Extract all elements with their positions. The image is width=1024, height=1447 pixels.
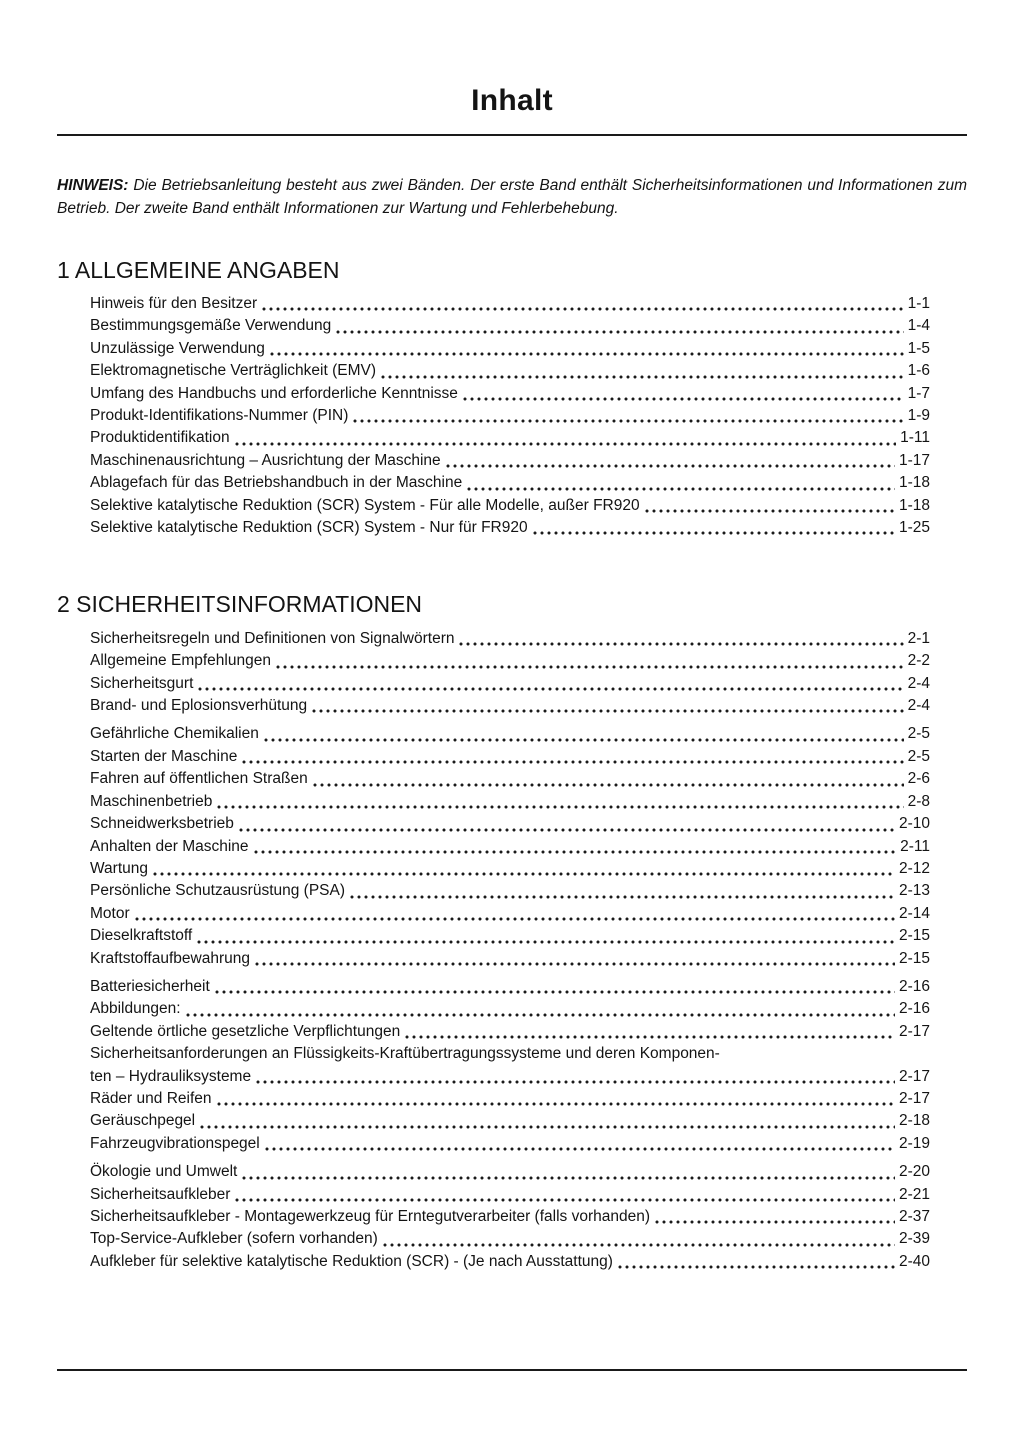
toc-entry [90,293,930,315]
toc-entry [90,1110,930,1132]
leader-dots [459,641,903,647]
toc-entry [90,383,930,405]
toc-entry-label: Elektromagnetische Verträglichkeit (EMV) [90,362,377,380]
toc-entry-label: Wartung [90,859,149,877]
toc-entry [90,1088,930,1110]
toc-entry-label: Schneidwerksbetrieb [90,815,234,833]
leader-dots [533,530,895,536]
toc-entry [90,976,930,998]
toc-entry-label: Sicherheitsregeln und Definitionen von Signalwörtern [90,629,455,647]
toc-entry [90,517,930,539]
leader-dots [135,916,895,922]
toc-entry-page-number: 2-17 [898,1089,930,1107]
section-heading: 2 SICHERHEITSINFORMATIONEN [57,591,423,618]
toc-entry-label: Motor [90,904,130,922]
toc-entry-label: Kraftstoffaufbewahrung [90,949,250,967]
toc-entry [90,450,930,472]
toc-entry-label: Maschinenausrichtung – Ausrichtung der Maschine [90,451,441,469]
toc-entry [90,338,930,360]
toc-entry [90,1206,930,1228]
toc-entry-page-number: 1-25 [898,519,930,536]
leader-dots [264,737,904,743]
toc-entry [90,791,930,813]
leader-dots [336,329,903,335]
leader-dots [239,827,895,833]
toc-entry-row [90,723,930,745]
toc-entry-row [90,1021,930,1043]
toc-entry-page-number: 2-12 [898,859,930,877]
toc-entry [90,836,930,858]
toc-entry [90,650,930,672]
toc-entry-page-number: 2-21 [898,1185,930,1203]
toc-entry-page-number: 2-37 [898,1208,930,1225]
page-title: Inhalt [471,84,553,117]
toc-entry-row [90,998,930,1020]
toc-entry-label: Starten der Maschine [90,747,238,765]
leader-dots [235,441,897,447]
toc-entry-row [90,1066,930,1088]
toc-entry [90,768,930,790]
toc-entry-page-number: 2-13 [898,882,930,900]
toc-entry-page-number: 2-8 [907,792,930,810]
toc-entry-row [90,1184,930,1206]
toc-entry [90,948,930,970]
note-paragraph [57,174,967,221]
toc-entry-row [90,1110,930,1132]
toc-entry-label: Sicherheitsgurt [90,674,194,692]
toc-entry-row [90,925,930,947]
toc-entry-label: Geltende örtliche gesetzliche Verpflichtungen [90,1022,401,1040]
toc-entry-page-number: 1-18 [898,474,930,492]
toc-entry-row [90,768,930,790]
toc-entry-page-number: 2-4 [907,674,930,692]
toc-entry-page-number: 2-40 [898,1252,930,1270]
leader-dots [255,961,895,967]
toc-entry-label: Anhalten der Maschine [90,837,249,855]
toc-entry-row [90,791,930,813]
toc-entry [90,1228,930,1250]
toc-entry [90,495,930,517]
toc-entry-row [90,903,930,925]
leader-dots [312,708,903,714]
toc-entry-label: Ablagefach für das Betriebshandbuch in der Maschine [90,474,463,492]
leader-dots [217,1101,895,1107]
footer-divider [57,1369,967,1371]
toc-entry-label: Fahrzeugvibrationspegel [90,1134,260,1152]
toc-entry [90,695,930,717]
note-label: HINWEIS: [57,177,129,194]
toc-entry-page-number: 2-20 [898,1163,930,1181]
toc-entry [90,813,930,835]
toc-entry-row [90,695,930,717]
toc-entry-page-number: 2-4 [907,697,930,715]
leader-dots [254,849,897,855]
toc-entry-row [90,495,930,517]
toc-entry-row [90,1133,930,1155]
toc-entry-label: Top-Service-Aufkleber (sofern vorhanden) [90,1230,378,1248]
toc-entry [90,1184,930,1206]
leader-dots [265,1146,895,1152]
leader-dots [242,1175,895,1181]
toc-entry [90,1133,930,1155]
leader-dots [197,939,895,945]
toc-entry-page-number: 2-5 [907,747,930,765]
note-text: Die Betriebsanleitung besteht aus zwei Bänden. Der erste Band enthält Sicherheitsinformationen und Informationen zum Betrieb. Der zweite Band enthält Informationen zur Wartung und Fehlerbehebung. [57,177,967,218]
toc-entry-label: Brand- und Eplosionsverhütung [90,697,308,715]
toc-entry-page-number: 2-15 [898,949,930,967]
toc-entry-page-number: 1-1 [907,294,930,312]
toc-entry-label: Gefährliche Chemikalien [90,725,259,743]
toc-entry-row [90,836,930,858]
toc-entry-label: Abbildungen: [90,1000,181,1018]
toc-entry-label: Fahren auf öffentlichen Straßen [90,770,308,788]
section-heading: 1 ALLGEMEINE ANGABEN [57,256,340,283]
toc-entry-page-number: 2-15 [898,927,930,945]
toc-entry-row [90,1228,930,1250]
toc-entry-label: Geräuschpegel [90,1112,196,1130]
toc-entry-row [90,293,930,315]
leader-dots [262,306,903,312]
leader-dots [242,759,903,765]
toc-entry-row [90,1161,930,1183]
toc-entry-row [90,405,930,427]
leader-dots [618,1264,895,1270]
leader-dots [235,1197,895,1203]
leader-dots [381,374,904,380]
toc-entry-wrap-line: Sicherheitsanforderungen an Flüssigkeits-Kraftübertragungssysteme und deren Komponen- [90,1045,720,1063]
leader-dots [383,1242,895,1248]
toc-entry-page-number: 1-18 [898,496,930,514]
toc-entry-page-number: 1-7 [907,384,930,402]
leader-dots [350,894,895,900]
toc-entry-row [90,1088,930,1110]
toc-entry-page-number: 2-1 [907,629,930,647]
toc-entry [90,746,930,768]
toc-entry-row [90,427,930,449]
toc-entry-page-number: 1-11 [900,429,930,447]
toc-entry [90,405,930,427]
toc-entry-label: Maschinenbetrieb [90,792,213,810]
toc-entry-row [90,1251,930,1273]
title-divider [57,134,967,136]
toc-entry-row [90,472,930,494]
toc-entry-list [90,293,930,539]
toc-entry [90,858,930,880]
toc-entry-page-number: 2-2 [907,652,930,670]
leader-dots [186,1012,895,1018]
leader-dots [655,1219,895,1225]
leader-dots [198,686,903,692]
toc-entry [90,998,930,1020]
toc-entry-row [90,813,930,835]
toc-entry-page-number: 2-5 [907,725,930,743]
toc-entry-page-number: 2-18 [898,1112,930,1130]
toc-entry [90,472,930,494]
leader-dots [467,486,895,492]
toc-entry-label: Selektive katalytische Reduktion (SCR) System - Für alle Modelle, außer FR920 [90,496,640,514]
toc-entry-page-number: 2-17 [898,1022,930,1040]
toc-entry [90,360,930,382]
toc-entry-page-number: 2-39 [898,1230,930,1248]
toc-entry-row [90,360,930,382]
toc-entry [90,673,930,695]
toc-entry-page-number: 2-11 [900,837,930,855]
toc-entry-row [90,1206,930,1228]
toc-entry [90,1251,930,1273]
toc-entry-label: Batteriesicherheit [90,977,210,995]
toc-entry-page-number: 2-17 [898,1067,930,1085]
leader-dots [200,1124,895,1130]
toc-section [57,257,967,540]
leader-dots [217,804,903,810]
toc-entry-label: ten – Hydrauliksysteme [90,1067,252,1085]
toc-section [57,591,967,1273]
toc-entry-page-number: 2-16 [898,977,930,995]
leader-dots [446,463,895,469]
toc-entry [90,903,930,925]
toc-sections [57,257,967,1274]
toc-entry-label: Allgemeine Empfehlungen [90,652,271,670]
leader-dots [645,508,895,514]
leader-dots [256,1079,895,1085]
toc-entry-row [90,450,930,472]
toc-entry-label: Selektive katalytische Reduktion (SCR) System - Nur für FR920 [90,519,528,536]
toc-entry-row [90,858,930,880]
toc-entry-label: Räder und Reifen [90,1089,212,1107]
leader-dots [353,418,903,424]
toc-entry-label: Produktidentifikation [90,429,230,447]
leader-dots [215,989,895,995]
toc-entry [90,315,930,337]
leader-dots [313,782,904,788]
toc-entry-label: Bestimmungsgemäße Verwendung [90,317,332,335]
toc-entry-label: Ökologie und Umwelt [90,1163,238,1181]
toc-entry-label: Sicherheitsaufkleber [90,1185,231,1203]
toc-entry-row [90,880,930,902]
toc-entry-page-number: 1-5 [907,339,930,357]
toc-entry-page-number: 2-6 [907,770,930,788]
toc-entry-row [90,650,930,672]
toc-entry-label: Umfang des Handbuchs und erforderliche Kenntnisse [90,384,458,402]
toc-entry [90,925,930,947]
toc-entry-row [90,628,930,650]
leader-dots [153,871,895,877]
leader-dots [405,1034,895,1040]
toc-entry-label: Dieselkraftstoff [90,927,193,945]
toc-entry-label: Unzulässige Verwendung [90,339,265,357]
toc-entry-page-number: 1-9 [907,406,930,424]
toc-entry-row [90,948,930,970]
toc-entry-row [90,383,930,405]
toc-entry-row [90,315,930,337]
leader-dots [276,664,904,670]
toc-entry-list [90,628,930,1273]
toc-entry [90,880,930,902]
toc-entry [90,1161,930,1183]
toc-entry-label: Sicherheitsaufkleber - Montagewerkzeug für Erntegutverarbeiter (falls vorhanden) [90,1208,651,1225]
toc-entry-label: Aufkleber für selektive katalytische Reduktion (SCR) - (Je nach Ausstattung) [90,1252,613,1270]
toc-entry-page-number: 2-16 [898,1000,930,1018]
toc-entry-label: Persönliche Schutzausrüstung (PSA) [90,882,346,900]
toc-entry [90,1021,930,1043]
toc-entry-page-number: 1-17 [898,451,930,469]
leader-dots [463,396,904,402]
toc-entry-label: Hinweis für den Besitzer [90,294,258,312]
toc-entry-row [90,517,930,539]
toc-entry [90,1043,930,1088]
toc-entry-page-number: 1-4 [907,317,930,335]
leader-dots [270,351,904,357]
toc-entry-row [90,338,930,360]
toc-entry-row [90,976,930,998]
toc-entry-row [90,746,930,768]
toc-entry-row [90,673,930,695]
toc-entry-label: Produkt-Identifikations-Nummer (PIN) [90,406,349,424]
toc-entry [90,628,930,650]
toc-entry-page-number: 1-6 [907,362,930,380]
toc-entry [90,723,930,745]
toc-entry-page-number: 2-14 [898,904,930,922]
toc-entry-page-number: 2-19 [898,1134,930,1152]
toc-entry-page-number: 2-10 [898,815,930,833]
toc-entry [90,427,930,449]
